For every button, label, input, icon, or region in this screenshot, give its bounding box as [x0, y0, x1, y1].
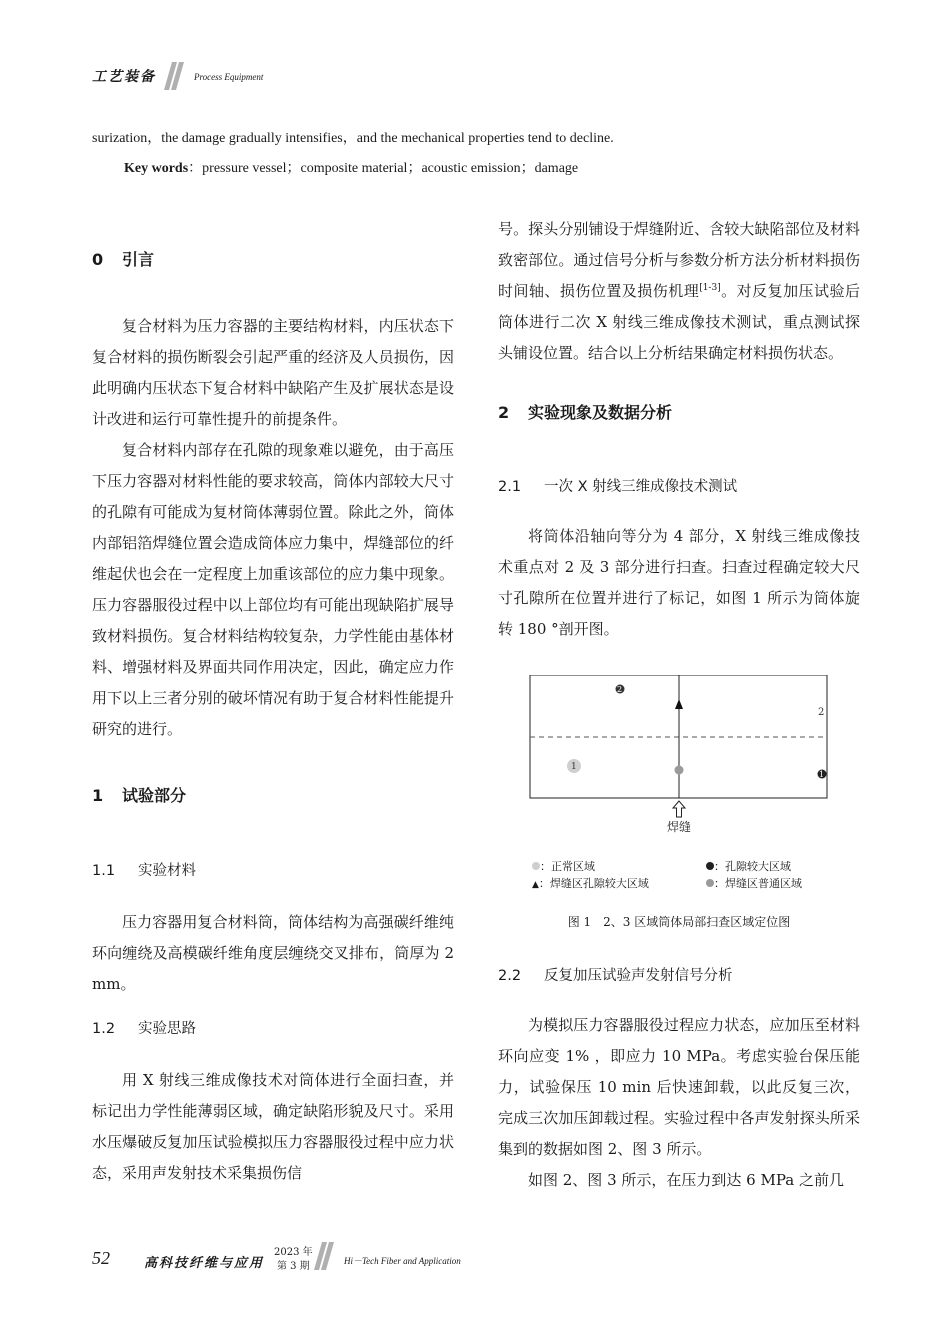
xray-paragraph: 将筒体沿轴向等分为 4 部分，X 射线三维成像技术重点对 2 及 3 部分进行扫查。扫查过程确定较大尺寸孔隙所在位置并进行了标记，如图 1 所示为筒体旋转 180 °剖开图。: [498, 527, 860, 638]
legend-normal: ：正常区域: [532, 851, 595, 882]
page-number: 52: [92, 1248, 110, 1268]
keywords-text: ：pressure vessel；composite material；acoustic emission；damage: [188, 161, 579, 176]
citation: [1-3]: [699, 283, 721, 293]
header-slash-icon: [164, 62, 186, 90]
mark-right-bottom-label: 1: [819, 770, 825, 779]
weld-arrow-icon: [673, 801, 685, 817]
keywords-label: Key words: [124, 161, 189, 176]
materials-paragraph: 压力容器用复合材料筒，筒体结构为高强碳纤维纯环向缠绕及高模碳纤维角度层缠绕交叉排布，筒厚为 2 mm。: [92, 913, 454, 993]
section-0-heading: 0 引言: [92, 250, 155, 269]
section-2-1-heading: 2.1 一次 X 射线三维成像技术测试: [498, 479, 738, 495]
left-column: [92, 238, 454, 1189]
mark-top-label: 2: [617, 685, 623, 694]
figure-1-diagram: [498, 675, 860, 865]
figure-1: [498, 675, 860, 931]
running-footer: [92, 1238, 572, 1278]
weld-large-pore-marker: [675, 699, 683, 709]
acoustic-paragraph-1: 为模拟压力容器服役过程应力状态，应加压至材料环向应变 1% ，即应力 10 MPa。考虑实验台保压能力，试验保压 10 min 后快速卸载，以此反复三次，完成三次加压卸载过程。实验过程中各声发射探头所采集到的数据如图 2、图 3 所示。: [498, 1016, 860, 1158]
legend-weld-large-pore: ▲：焊缝区孔隙较大区域: [532, 877, 649, 890]
section-2-heading: 2 实验现象及数据分析: [498, 403, 673, 422]
journal-name-cn: 高科技纤维与应用: [144, 1256, 265, 1271]
intro-paragraph-1: 复合材料为压力容器的主要结构材料，内压状态下复合材料的损伤断裂会引起严重的经济及人员损伤，因此明确内压状态下复合材料中缺陷产生及扩展状态是设计改进和运行可靠性提升的前提条件。: [92, 317, 454, 428]
weld-label: 焊缝: [667, 820, 692, 834]
mark-left-label: 1: [571, 762, 577, 772]
legend-large-pore: ：孔隙较大区域: [706, 851, 791, 882]
acoustic-paragraph-2: 如图 2、图 3 所示，在压力到达 6 MPa 之前几: [528, 1171, 844, 1189]
keywords: [124, 158, 884, 180]
section-2-2-heading: 2.2 反复加压试验声发射信号分析: [498, 968, 733, 984]
running-header: [92, 64, 392, 90]
gray-dot-icon: [706, 879, 714, 887]
figure-1-caption: 图 1 2、3 区域筒体局部扫查区域定位图: [567, 915, 791, 929]
intro-paragraph-2: 复合材料内部存在孔隙的现象难以避免，由于高压下压力容器对材料性能的要求较高，筒体内部较大尺寸的孔隙有可能成为复材筒体薄弱位置。除此之外，筒体内部铝箔焊缝位置会造成筒体应力集中，焊缝部位的纤维起伏也会在一定程度上加重该部位的应力集中现象。压力容器服役过程中以上部位均有可能出现缺陷扩展导致材料损伤。复合材料结构较复杂，力学性能由基体材料、增强材料及界面共同作用决定，因此，确定应力作用下以上三者分别的破坏情况有助于复合材料性能提升研究的进行。: [92, 441, 454, 738]
section-1-2-heading: 1.2 实验思路: [92, 1021, 196, 1037]
abstract-tail: surization，the damage gradually intensifies，and the mechanical properties tend to decline.: [92, 131, 614, 146]
approach-continued-paragraph: 号。探头分别铺设于焊缝附近、含较大缺陷部位及材料致密部位。通过信号分析与参数分析方法分析材料损伤时间轴、损伤位置及损伤机理[1-3]。对反复加压试验后筒体进行二次 X 射线三维成像技术测试，重点测试探头铺设位置。结合以上分析结果确定材料损伤状态。: [498, 220, 860, 362]
section-1-heading: 1 试验部分: [92, 786, 187, 805]
section-name-cn: 工艺装备: [92, 69, 156, 85]
weld-normal-marker: [675, 766, 684, 775]
issue-info: 2023 年 第 3 期: [274, 1247, 313, 1272]
footer-slash-icon: [314, 1242, 336, 1270]
section-1-1-heading: 1.1 实验材料: [92, 863, 196, 879]
legend-weld-normal: ：焊缝区普通区域: [706, 868, 802, 899]
right-column: [498, 214, 860, 1196]
journal-name-en: Hi－Tech Fiber and Application: [344, 1256, 461, 1266]
triangle-icon: ▲: [532, 880, 539, 890]
mark-right-top-label: 2: [818, 707, 825, 718]
approach-paragraph: 用 X 射线三维成像技术对筒体进行全面扫查，并标记出力学性能薄弱区域，确定缺陷形貌及尺寸。采用水压爆破反复加压试验模拟压力容器服役过程中应力状态，采用声发射技术采集损伤信: [92, 1071, 454, 1182]
section-name-en: Process Equipment: [194, 72, 264, 82]
